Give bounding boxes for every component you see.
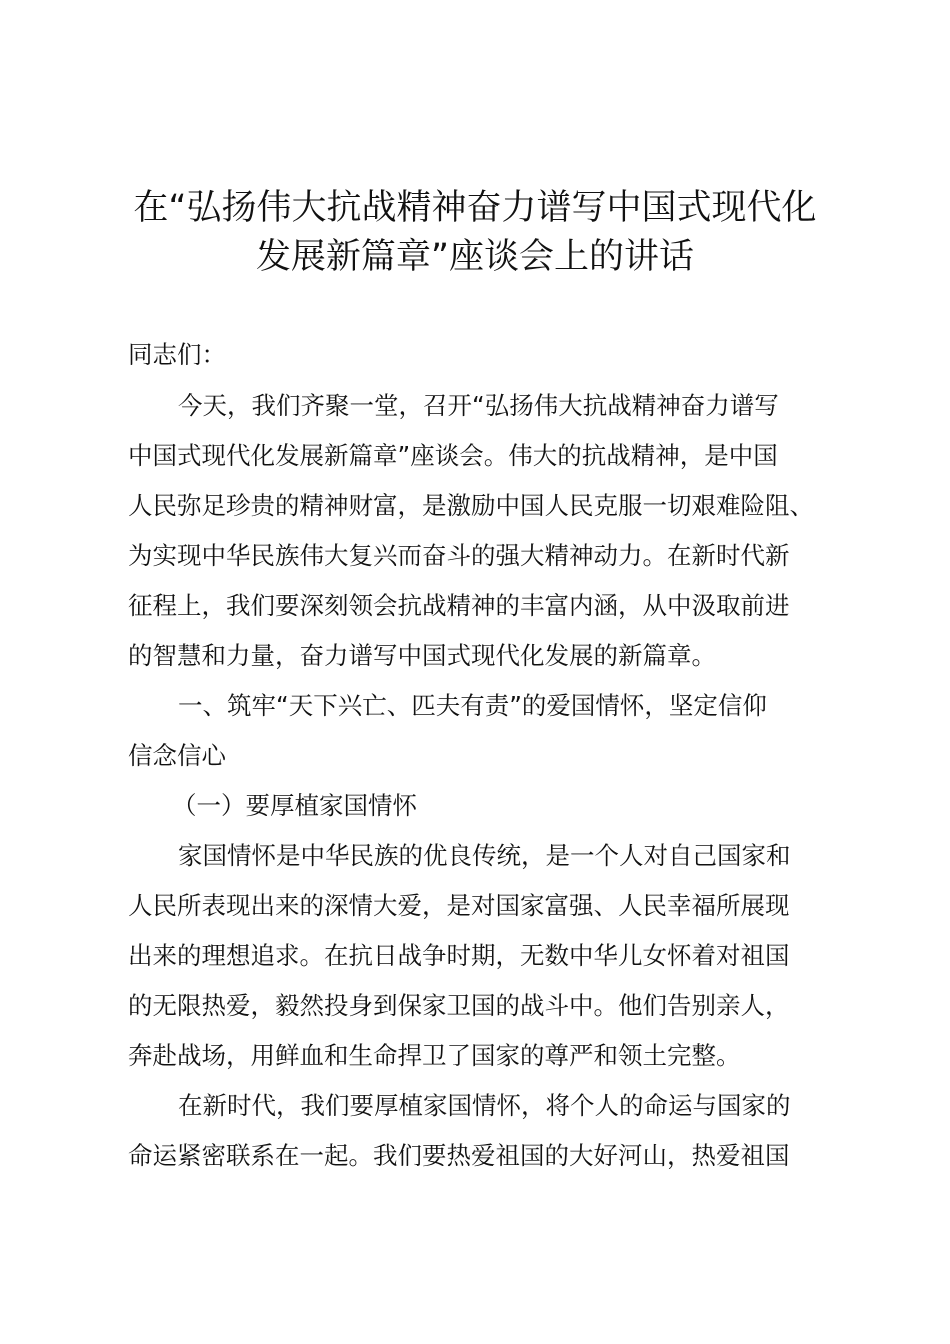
paragraph-line: 出来的理想追求。在抗日战争时期，无数中华儿女怀着对祖国 bbox=[128, 941, 790, 970]
paragraph-line: 在新时代，我们要厚植家国情怀，将个人的命运与国家的 bbox=[178, 1091, 791, 1120]
paragraph-line: 的智慧和力量，奋力谱写中国式现代化发展的新篇章。 bbox=[128, 641, 716, 670]
paragraph-line: 今天，我们齐聚一堂，召开“弘扬伟大抗战精神奋力谱写 bbox=[178, 391, 779, 420]
document-title-line-2: 发展新篇章”座谈会上的讲话 bbox=[255, 237, 695, 277]
paragraph-line: 人民所表现出来的深情大爱，是对国家富强、人民幸福所展现 bbox=[128, 891, 790, 920]
section-heading-line: 一、筑牢“天下兴亡、匹夫有责”的爱国情怀，坚定信仰 bbox=[178, 691, 767, 720]
subsection-heading: （一）要厚植家国情怀 bbox=[172, 791, 417, 820]
paragraph-line: 人民弥足珍贵的精神财富，是激励中国人民克服一切艰难险阻、 bbox=[128, 491, 814, 520]
paragraph-line: 中国式现代化发展新篇章”座谈会。伟大的抗战精神，是中国 bbox=[128, 441, 778, 470]
paragraph-line: 的无限热爱，毅然投身到保家卫国的战斗中。他们告别亲人， bbox=[128, 991, 790, 1020]
salutation: 同志们： bbox=[128, 340, 226, 369]
paragraph-line: 为实现中华民族伟大复兴而奋斗的强大精神动力。在新时代新 bbox=[128, 541, 790, 570]
section-heading-line: 信念信心 bbox=[128, 741, 226, 770]
paragraph-line: 家国情怀是中华民族的优良传统，是一个人对自己国家和 bbox=[178, 841, 791, 870]
document-title-line-1: 在“弘扬伟大抗战精神奋力谱写中国式现代化 bbox=[133, 188, 817, 228]
paragraph-line: 命运紧密联系在一起。我们要热爱祖国的大好河山，热爱祖国 bbox=[128, 1141, 790, 1170]
paragraph-line: 奔赴战场，用鲜血和生命捍卫了国家的尊严和领土完整。 bbox=[128, 1041, 741, 1070]
paragraph-line: 征程上，我们要深刻领会抗战精神的丰富内涵，从中汲取前进 bbox=[128, 591, 790, 620]
